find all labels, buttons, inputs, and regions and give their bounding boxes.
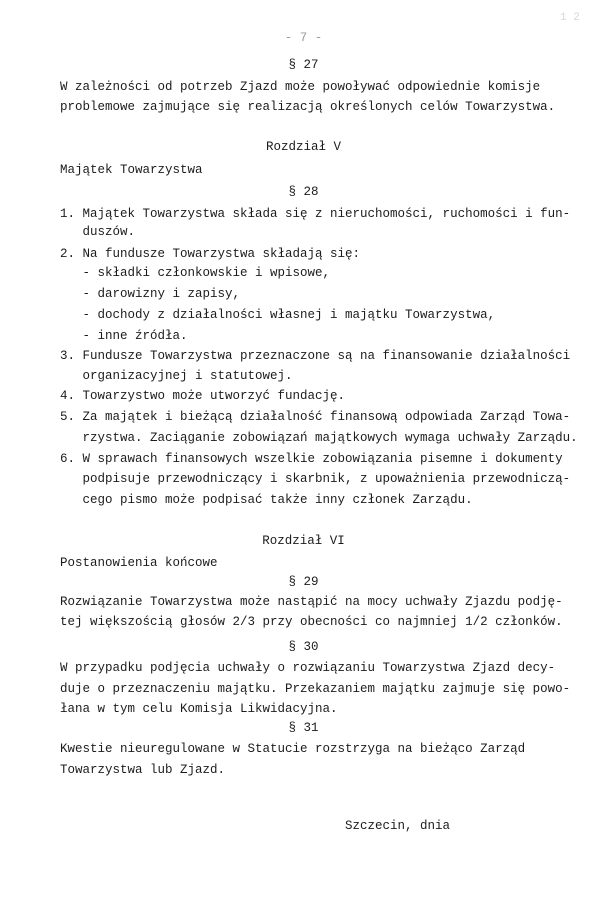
paragraph-30-symbol: § 30 [288, 640, 319, 654]
ch5-line-3: 2. Na fundusze Towarzystwa składają się: [60, 247, 361, 261]
paragraph-27-line-1: W zależności od potrzeb Zjazd może powoływać odpowiednie komisje [60, 80, 541, 94]
ch5-line-8: 3. Fundusze Towarzystwa przeznaczone są na finansowanie działalności [60, 349, 571, 363]
place-date-line: Szczecin, dnia [345, 819, 451, 833]
ch5-line-11: 5. Za majątek i bieżącą działalność finansową odpowiada Zarząd Towa- [60, 410, 571, 424]
paragraph-30-line-1: W przypadku podjęcia uchwały o rozwiązaniu Towarzystwa Zjazd decy- [60, 661, 556, 675]
paragraph-28-symbol: § 28 [288, 185, 319, 199]
paragraph-30-line-2: duje o przeznaczeniu majątku. Przekazaniem majątku zajmuje się powo- [60, 682, 571, 696]
chapter-5-heading: Rozdział V [265, 140, 341, 154]
paragraph-29-line-1: Rozwiązanie Towarzystwa może nastąpić na mocy uchwały Zjazdu podję- [60, 595, 563, 609]
chapter-6-heading: Rozdział VI [262, 534, 345, 548]
paragraph-27-line-2: problemowe zajmujące się realizacją określonych celów Towarzystwa. [60, 100, 556, 114]
paragraph-29-line-2: tej większością głosów 2/3 przy obecności co najmniej 1/2 członków. [60, 615, 563, 629]
ch5-line-10: 4. Towarzystwo może utworzyć fundację. [60, 389, 346, 403]
paragraph-31-symbol: § 31 [288, 721, 319, 735]
ch5-line-6: - dochody z działalności własnej i majątku Towarzystwa, [60, 308, 496, 322]
ch5-line-1: 1. Majątek Towarzystwa składa się z nieruchomości, ruchomości i fun- [60, 207, 571, 221]
chapter-6-title: Postanowienia końcowe [60, 556, 218, 570]
corner-mark: 1 2 [560, 12, 580, 24]
ch5-line-9: organizacyjnej i statutowej. [60, 369, 293, 383]
chapter-5-title: Majątek Towarzystwa [60, 163, 203, 177]
paragraph-27-symbol: § 27 [288, 58, 319, 72]
ch5-line-14: podpisuje przewodniczący i skarbnik, z upoważnienia przewodniczą- [60, 472, 571, 486]
ch5-line-5: - darowizny i zapisy, [60, 287, 241, 301]
ch5-line-15: cego pismo może podpisać także inny członek Zarządu. [60, 493, 473, 507]
ch5-line-13: 6. W sprawach finansowych wszelkie zobowiązania pisemne i dokumenty [60, 452, 563, 466]
paragraph-30-line-3: łana w tym celu Komisja Likwidacyjna. [60, 702, 338, 716]
ch5-line-4: - składki członkowskie i wpisowe, [60, 266, 331, 280]
ch5-line-7: - inne źródła. [60, 329, 188, 343]
paragraph-31-line-1: Kwestie nieuregulowane w Statucie rozstrzyga na bieżąco Zarząd [60, 742, 526, 756]
ch5-line-12: rzystwa. Zaciąganie zobowiązań majątkowych wymaga uchwały Zarządu. [60, 431, 578, 445]
page-number: - 7 - [284, 31, 323, 45]
ch5-line-2: duszów. [60, 225, 136, 239]
paragraph-31-line-2: Towarzystwa lub Zjazd. [60, 763, 226, 777]
paragraph-29-symbol: § 29 [288, 575, 319, 589]
